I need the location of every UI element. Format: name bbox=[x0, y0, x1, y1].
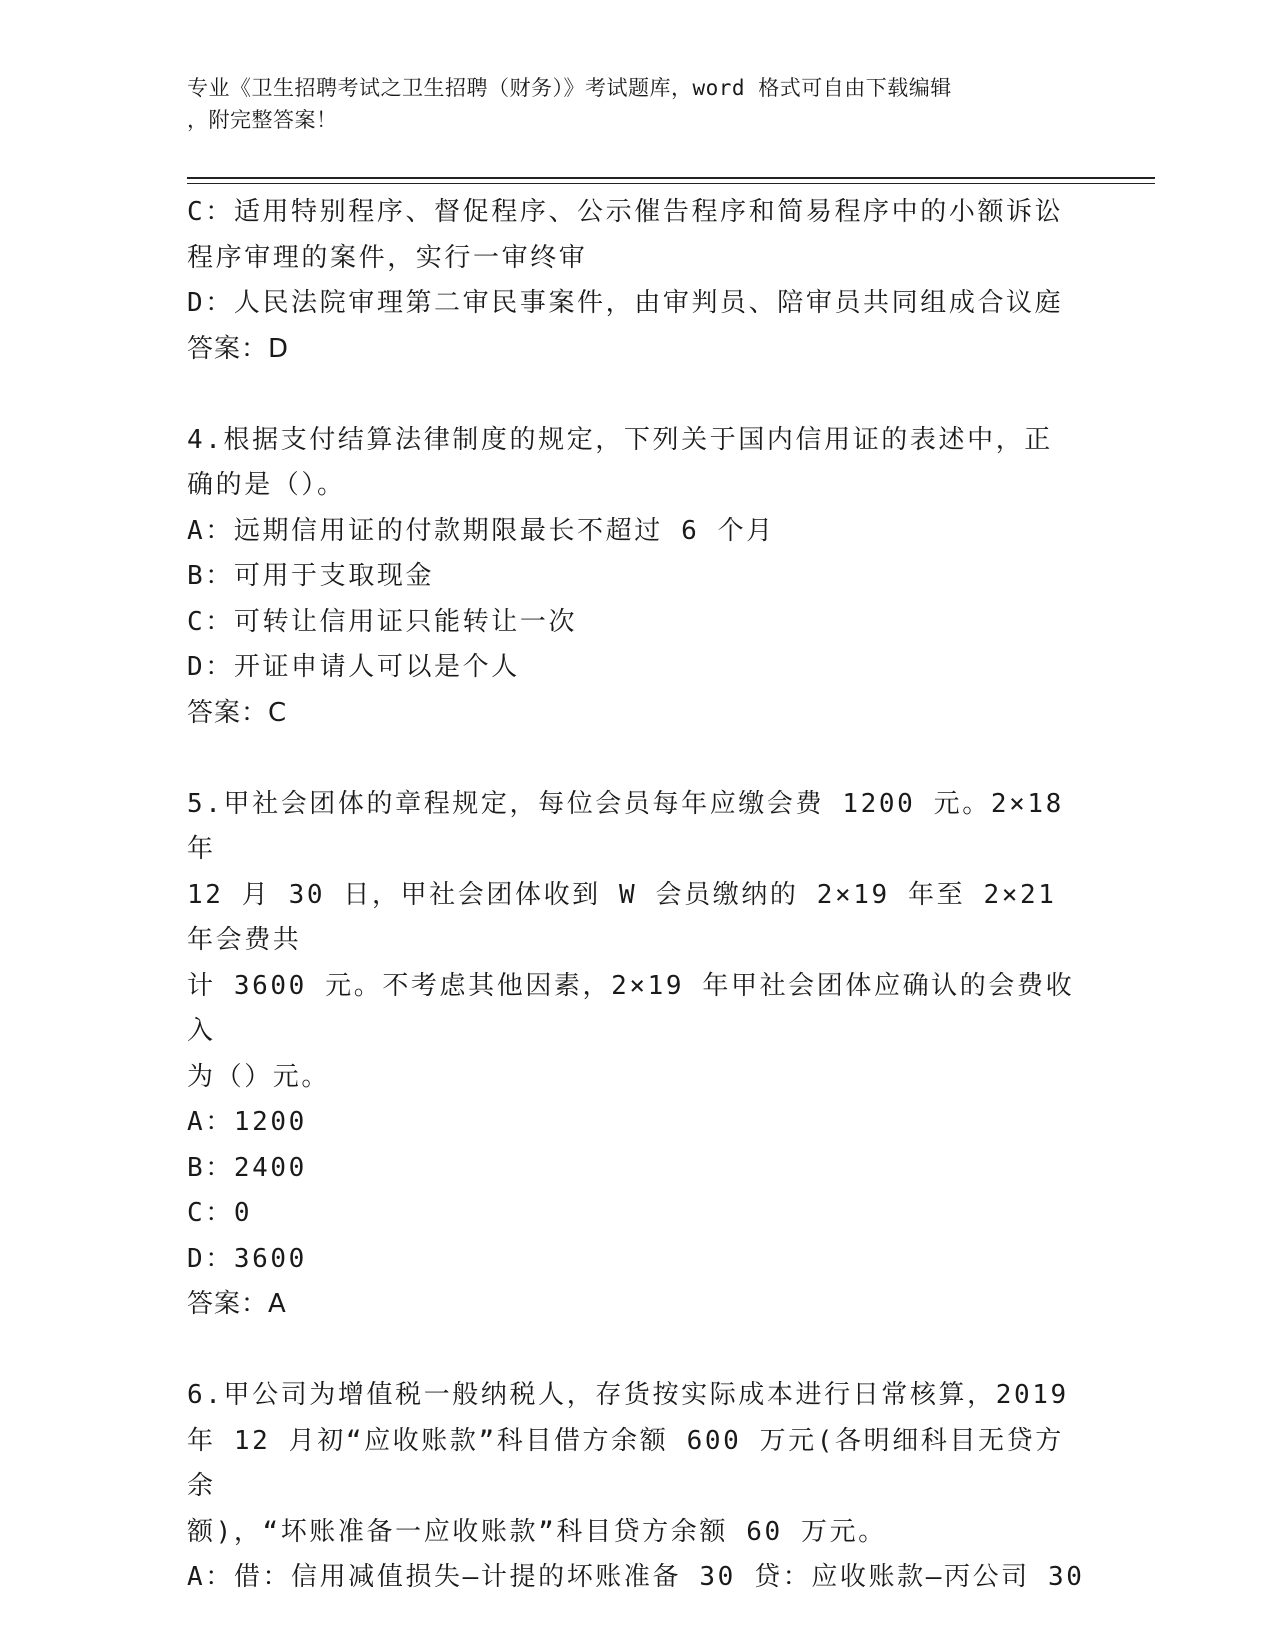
q4-option-c: C：可转让信用证只能转让一次 bbox=[187, 606, 578, 637]
header-rule-thin bbox=[187, 183, 1155, 184]
q5-answer: 答案：A bbox=[187, 1289, 287, 1319]
q4-option-b: B：可用于支取现金 bbox=[187, 561, 435, 591]
q5-stem-line-2: 12 月 30 日，甲社会团体收到 W 会员缴纳的 2×19 年至 2×21 年会费共 bbox=[187, 879, 1075, 955]
q5-stem-line-3: 计 3600 元。不考虑其他因素，2×19 年甲社会团体应确认的会费收入 bbox=[187, 970, 1075, 1046]
q4-stem-line-2: 确的是（）。 bbox=[187, 470, 346, 500]
spacer bbox=[187, 372, 1087, 418]
q6-stem-line-3: 额)，“坏账准备一应收账款”科目贷方余额 60 万元。 bbox=[187, 1516, 887, 1547]
q5-option-b: B：2400 bbox=[187, 1152, 307, 1183]
question-3-tail bbox=[187, 190, 1087, 372]
q5-option-d: D：3600 bbox=[187, 1243, 307, 1274]
question-4 bbox=[187, 418, 1087, 737]
question-content bbox=[187, 190, 1087, 1601]
spacer bbox=[187, 736, 1087, 782]
q3-option-c-line-1: C：适用特别程序、督促程序、公示催告程序和简易程序中的小额诉讼 bbox=[187, 197, 1064, 227]
header-line-1: 专业《卫生招聘考试之卫生招聘（财务）》考试题库，word 格式可自由下载编辑 bbox=[187, 76, 952, 100]
q5-option-a: A：1200 bbox=[187, 1107, 307, 1137]
q6-stem-line-1: 6.甲公司为增值税一般纳税人，存货按实际成本进行日常核算，2019 bbox=[187, 1380, 1069, 1410]
q5-stem-line-4: 为（）元。 bbox=[187, 1061, 331, 1092]
header-rule-thick bbox=[187, 177, 1155, 179]
q4-option-a: A：远期信用证的付款期限最长不超过 6 个月 bbox=[187, 515, 775, 546]
q3-option-d: D：人民法院审理第二审民事案件，由审判员、陪审员共同组成合议庭 bbox=[187, 288, 1064, 318]
page-header bbox=[187, 72, 1087, 136]
q3-answer: 答案：D bbox=[187, 333, 290, 364]
question-6 bbox=[187, 1373, 1087, 1601]
q6-option-a: A：借：信用减值损失—计提的坏账准备 30 贷：应收账款—丙公司 30 bbox=[187, 1562, 1085, 1592]
q3-option-c-line-2: 程序审理的案件，实行一审终审 bbox=[187, 242, 588, 273]
q4-option-d: D：开证申请人可以是个人 bbox=[187, 652, 520, 682]
q5-stem-line-1: 5.甲社会团体的章程规定，每位会员每年应缴会费 1200 元。2×18 年 bbox=[187, 788, 1083, 864]
question-5 bbox=[187, 782, 1087, 1328]
q4-answer: 答案：C bbox=[187, 697, 288, 728]
q6-stem-line-2: 年 12 月初“应收账款”科目借方余额 600 万元(各明细科目无贷方余 bbox=[187, 1425, 1064, 1501]
q4-stem-line-1: 4.根据支付结算法律制度的规定，下列关于国内信用证的表述中，正 bbox=[187, 424, 1053, 455]
q5-option-c: C：0 bbox=[187, 1198, 253, 1228]
spacer bbox=[187, 1328, 1087, 1374]
header-line-2: ，附完整答案！ bbox=[187, 108, 338, 132]
